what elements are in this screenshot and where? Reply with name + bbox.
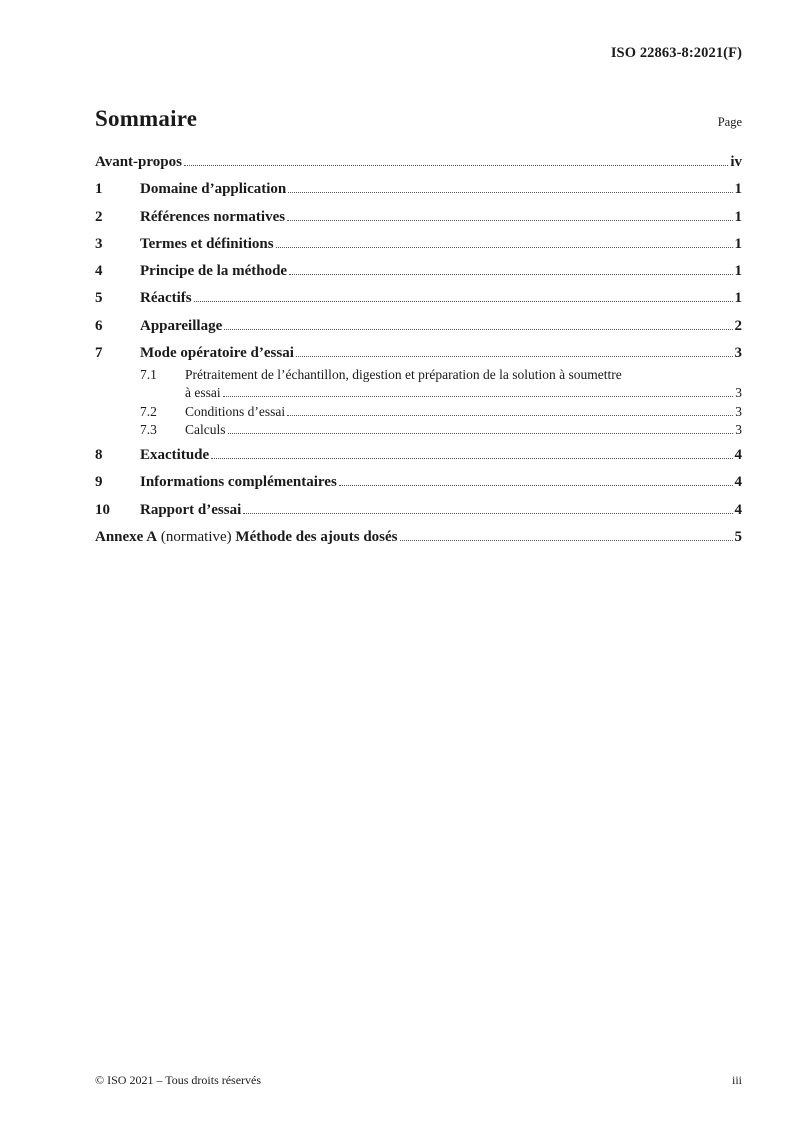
toc-subentry[interactable]: [140, 366, 742, 402]
toc-entry-page: 4: [734, 474, 742, 491]
toc-entry-label: Réactifs: [140, 290, 192, 307]
toc-entry-label: Informations complémentaires: [140, 474, 337, 491]
page-column-label: Page: [717, 115, 742, 129]
toc-entry-page: 1: [734, 263, 742, 279]
toc-entry-label: Domaine d’application: [140, 181, 287, 198]
page-footer: [95, 1073, 742, 1088]
toc-entry-number: 7: [95, 344, 103, 361]
page-title: Sommaire: [95, 106, 198, 131]
doc-reference: ISO 22863-8:2021(F): [610, 45, 742, 61]
toc-entry-label: Rapport d’essai: [140, 501, 242, 518]
title-row: [95, 106, 742, 132]
toc-subentry-number: 7.1: [140, 367, 157, 382]
annex-qualifier: (normative): [157, 528, 236, 545]
dot-leader: [296, 356, 733, 357]
dot-leader: [276, 247, 733, 248]
toc-entry-number: 5: [95, 290, 103, 307]
toc-entry-number: 6: [95, 317, 103, 334]
folio-page-number: iii: [731, 1073, 742, 1087]
toc-subentry-page: 3: [735, 403, 742, 419]
annex-prefix: Annexe A: [95, 528, 158, 545]
toc-subentry-page: 3: [735, 421, 742, 437]
toc-subentry-label: Conditions d’essai: [185, 403, 286, 419]
dot-leader: [288, 192, 732, 193]
toc-entry-page: iv: [730, 154, 742, 170]
toc-entry-label: [95, 527, 398, 547]
toc-entry-page: 5: [734, 528, 742, 545]
dot-leader: [287, 220, 732, 221]
toc-entry-page: 4: [734, 501, 742, 518]
toc-entry-page: 4: [734, 447, 742, 464]
dot-leader: [194, 301, 733, 302]
toc-entry-annexe-a[interactable]: [95, 527, 742, 547]
toc-subentry-number: 7.3: [140, 421, 157, 437]
toc-subentry[interactable]: [140, 421, 742, 438]
toc-entry-label: Mode opératoire d’essai: [140, 344, 294, 361]
toc-entry-number: 9: [95, 474, 103, 491]
dot-leader: [400, 540, 733, 541]
toc-subentry-label-line2: à essai: [185, 385, 221, 401]
toc-entry-page: 2: [734, 317, 742, 334]
toc-subentry-label: Calculs: [185, 421, 226, 437]
annex-title: Méthode des ajouts dosés: [235, 528, 398, 545]
toc-entry-number: 3: [95, 235, 103, 252]
toc-entry-page: 3: [734, 344, 742, 361]
dot-leader: [228, 433, 734, 434]
toc-entry-page: 1: [734, 290, 742, 307]
toc-entry-page: 1: [734, 208, 742, 225]
toc-subentry-number: 7.2: [140, 403, 157, 419]
toc-entry-label: Avant-propos: [95, 154, 182, 170]
toc-entry[interactable]: [95, 179, 742, 199]
document-header: [95, 45, 742, 62]
toc-entry-label: Références normatives: [140, 208, 286, 225]
dot-leader: [287, 415, 733, 416]
toc-entry[interactable]: [95, 500, 742, 520]
toc-subentry-label-line1: Prétraitement de l’échantillon, digestion et préparation de la solution à soumettre: [185, 367, 622, 382]
toc-entry-page: 1: [734, 235, 742, 252]
toc-entry-label: Exactitude: [140, 447, 210, 464]
toc-entry-number: 2: [95, 208, 103, 225]
toc-entry[interactable]: [95, 234, 742, 254]
toc-entry[interactable]: [95, 261, 742, 281]
toc-entry-number: 1: [95, 181, 103, 198]
toc-entry[interactable]: [95, 316, 742, 336]
dot-leader: [339, 485, 733, 486]
toc-entry[interactable]: [95, 288, 742, 308]
dot-leader: [211, 458, 732, 459]
dot-leader: [289, 274, 732, 275]
toc-entry[interactable]: [95, 207, 742, 227]
dot-leader: [243, 513, 732, 514]
toc-entry-label: Termes et définitions: [140, 235, 274, 252]
copyright-notice: © ISO 2021 – Tous droits réservés: [95, 1073, 262, 1087]
toc-entry-page: 1: [734, 181, 742, 198]
toc-entry[interactable]: [95, 472, 742, 492]
toc-subentries: [140, 366, 742, 438]
toc-entry[interactable]: [95, 343, 742, 363]
dot-leader: [223, 396, 734, 397]
toc-entry-label: Appareillage: [140, 317, 223, 334]
dot-leader: [184, 165, 728, 166]
toc-entry[interactable]: [95, 445, 742, 465]
toc-entry-number: 4: [95, 263, 103, 279]
table-of-contents: [95, 152, 742, 547]
toc-entry-number: 10: [95, 501, 110, 518]
toc-subentry-page: 3: [735, 385, 742, 401]
toc-entry-label: Principe de la méthode: [140, 263, 288, 279]
toc-entry-number: 8: [95, 447, 103, 464]
toc-entry-avant-propos[interactable]: [95, 152, 742, 172]
dot-leader: [224, 329, 732, 330]
toc-subentry[interactable]: [140, 403, 742, 420]
